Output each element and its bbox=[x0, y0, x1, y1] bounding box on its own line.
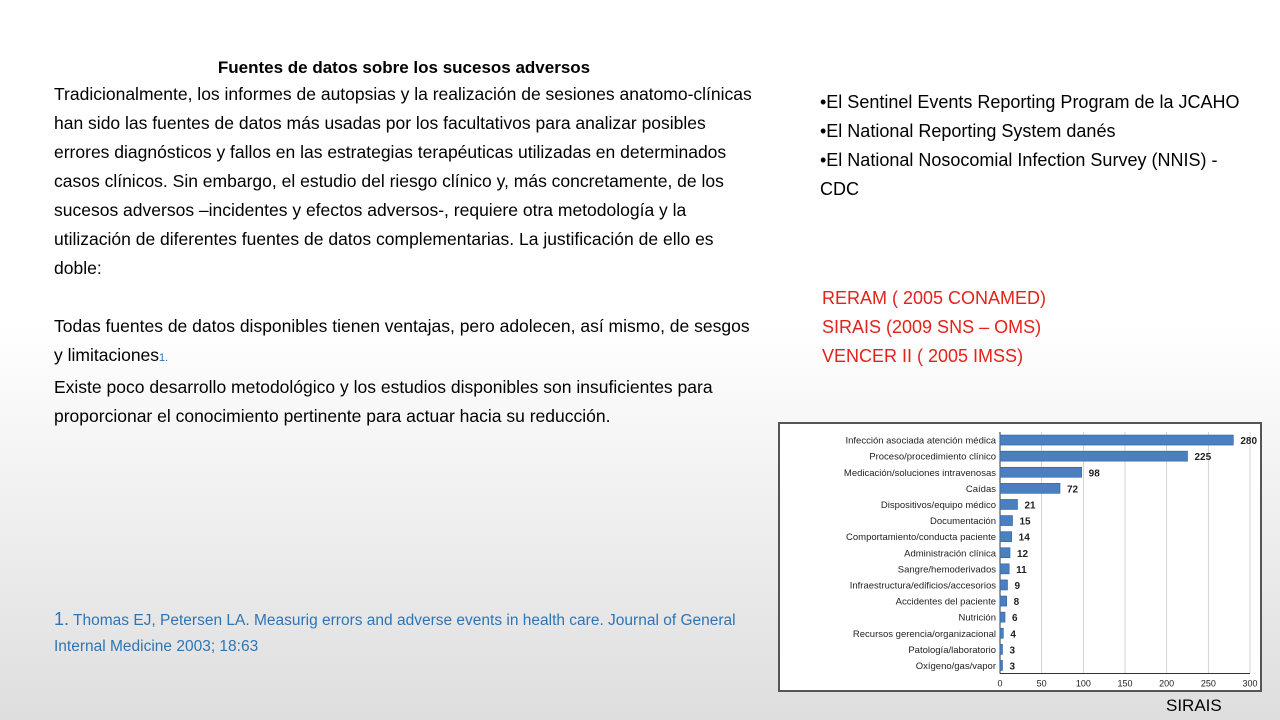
value-label: 98 bbox=[1088, 468, 1100, 480]
value-label: 6 bbox=[1012, 613, 1018, 625]
category-label: Oxígeno/gas/vapor bbox=[915, 660, 996, 672]
x-tick-label: 150 bbox=[1117, 678, 1133, 689]
value-label: 12 bbox=[1017, 548, 1029, 560]
category-label: Accidentes del paciente bbox=[895, 596, 996, 608]
value-label: 280 bbox=[1240, 436, 1258, 448]
reference-note bbox=[54, 606, 774, 660]
slide-title: Fuentes de datos sobre los sucesos adversos bbox=[217, 58, 591, 77]
bar bbox=[1000, 548, 1010, 558]
bar bbox=[1000, 435, 1233, 445]
bar bbox=[1000, 483, 1060, 493]
bar bbox=[1000, 612, 1005, 622]
bar bbox=[1000, 628, 1003, 638]
x-tick-label: 250 bbox=[1200, 678, 1216, 689]
category-label: Proceso/procedimiento clínico bbox=[869, 451, 996, 463]
bar bbox=[1000, 467, 1082, 477]
reference-number: 1. bbox=[54, 609, 70, 629]
value-label: 21 bbox=[1024, 500, 1036, 512]
value-label: 9 bbox=[1014, 580, 1021, 592]
value-label: 72 bbox=[1067, 484, 1079, 496]
bar bbox=[1000, 580, 1008, 590]
bar bbox=[1000, 660, 1003, 670]
value-label: 3 bbox=[1009, 661, 1016, 673]
x-tick-label: 100 bbox=[1075, 678, 1091, 689]
list-item: •El National Reporting System danés bbox=[820, 121, 1116, 141]
reference-marker: 1. bbox=[159, 352, 169, 364]
paragraph-methodology: Existe poco desarrollo metodológico y los estudios disponibles son insuficientes para proporcionar el conocimiento pertinente para actuar hacia su reducción. bbox=[54, 377, 713, 426]
value-label: 225 bbox=[1194, 452, 1212, 464]
bar bbox=[1000, 516, 1013, 526]
category-label: Comportamiento/conducta paciente bbox=[846, 532, 996, 544]
value-label: 4 bbox=[1010, 629, 1016, 641]
value-label: 15 bbox=[1019, 516, 1031, 528]
x-tick-label: 0 bbox=[997, 678, 1003, 689]
bar bbox=[1000, 451, 1188, 461]
category-label: Dispositivos/equipo médico bbox=[880, 499, 996, 511]
list-item: VENCER II ( 2005 IMSS) bbox=[822, 346, 1024, 366]
bar bbox=[1000, 596, 1007, 606]
mexican-systems-list bbox=[822, 284, 1222, 371]
value-label: 3 bbox=[1009, 645, 1016, 657]
x-tick-label: 300 bbox=[1242, 678, 1258, 689]
bar bbox=[1000, 644, 1003, 654]
bar bbox=[1000, 499, 1018, 509]
list-item: RERAM ( 2005 CONAMED) bbox=[822, 288, 1047, 308]
x-tick-label: 50 bbox=[1036, 678, 1047, 689]
reference-text: Thomas EJ, Petersen LA. Measurig errors and adverse events in health care. Journal of General Internal Medicine 2003; 18:63 bbox=[54, 612, 736, 655]
category-label: Medicación/soluciones intravenosas bbox=[843, 467, 996, 479]
bar bbox=[1000, 564, 1009, 574]
bar-chart bbox=[780, 424, 1260, 690]
list-item: •El Sentinel Events Reporting Program de la JCAHO bbox=[820, 92, 1240, 112]
chart-caption: SIRAIS bbox=[1166, 696, 1222, 715]
category-label: Infección asociada atención médica bbox=[845, 435, 996, 447]
value-label: 14 bbox=[1018, 532, 1030, 544]
category-label: Caídas bbox=[965, 483, 996, 495]
category-label: Nutrición bbox=[958, 612, 996, 624]
left-text-block bbox=[54, 58, 754, 431]
list-item: SIRAIS (2009 SNS – OMS) bbox=[822, 317, 1042, 337]
category-label: Administración clínica bbox=[904, 548, 996, 560]
paragraph-traditional-sources: Tradicionalmente, los informes de autopsias y la realización de sesiones anatomo-clínicas han sido las fuentes de datos más usadas por los facultativos para analizar posibles errores diagnósticos y fallos en las estrategias terapéuticas utilizadas en determinados casos clínicos. Sin embargo, el estudio del riesgo clínico y, más concretamente, de los sucesos adversos –incidentes y efectos adversos-, requiere otra metodología y la utilización de diferentes fuentes de datos complementarias. La justificación de ello es doble: bbox=[54, 84, 752, 278]
category-label: Patología/laboratorio bbox=[908, 644, 996, 656]
paragraph-data-sources bbox=[54, 312, 754, 373]
x-tick-label: 200 bbox=[1159, 678, 1175, 689]
reporting-systems-list bbox=[820, 88, 1250, 204]
bar-chart-panel bbox=[778, 422, 1262, 692]
list-item: •El National Nosocomial Infection Survey (NNIS) - CDC bbox=[820, 150, 1218, 199]
category-label: Recursos gerencia/organizacional bbox=[852, 628, 996, 640]
category-label: Infraestructura/edificios/accesorios bbox=[849, 580, 996, 592]
value-label: 8 bbox=[1013, 597, 1020, 609]
paragraph-data-sources-text: Todas fuentes de datos disponibles tienen ventajas, pero adolecen, así mismo, de sesgos y limitaciones bbox=[54, 316, 750, 365]
category-label: Documentación bbox=[929, 516, 996, 528]
bar bbox=[1000, 532, 1012, 542]
category-label: Sangre/hemoderivados bbox=[897, 564, 996, 576]
value-label: 11 bbox=[1016, 564, 1027, 576]
